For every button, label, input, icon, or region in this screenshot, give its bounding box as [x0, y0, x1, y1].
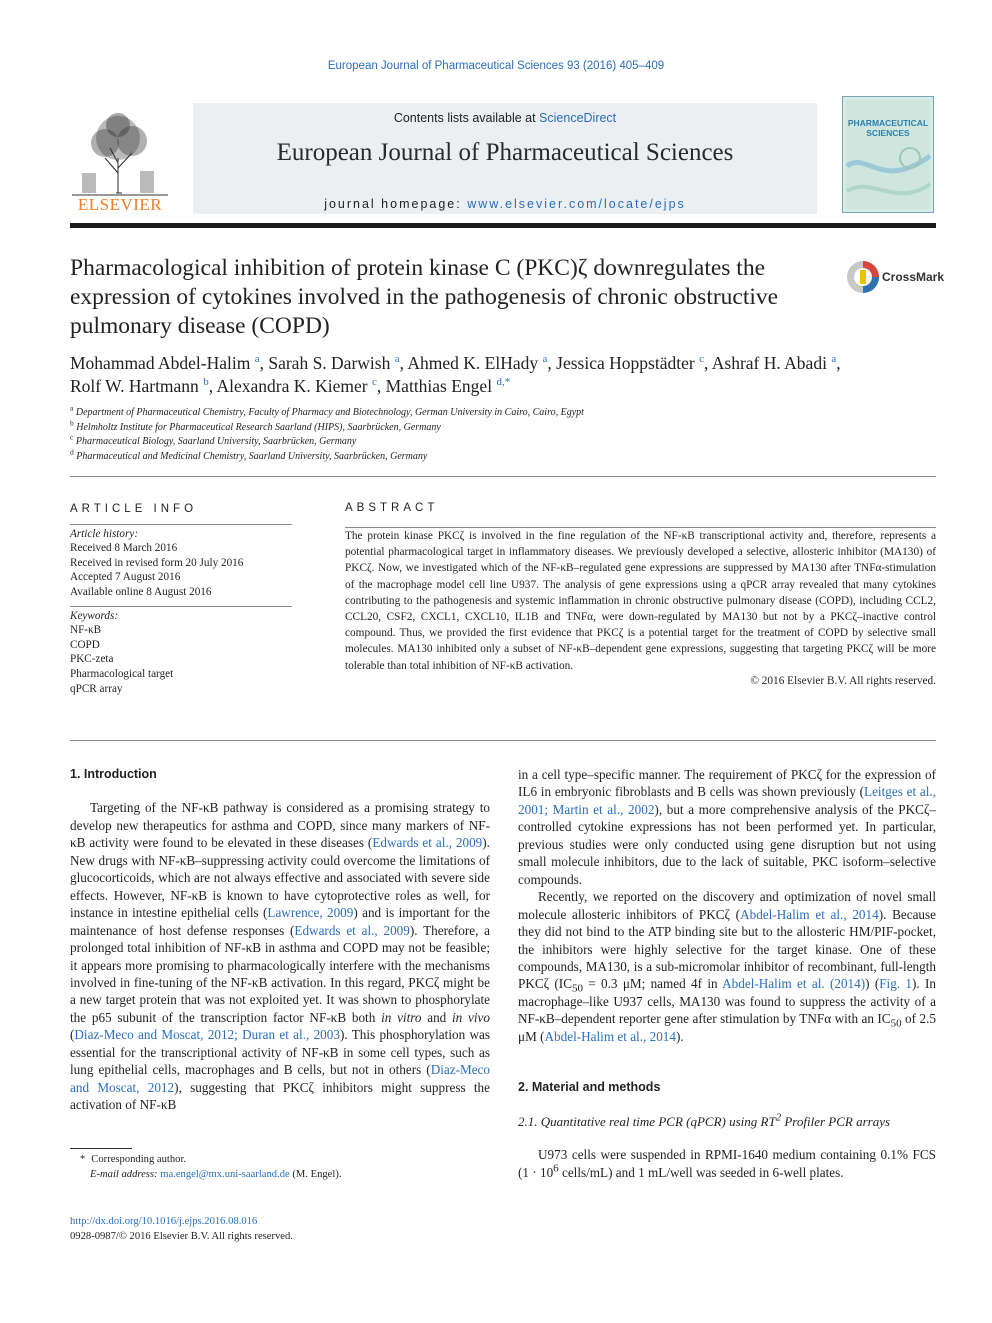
elsevier-logo	[70, 103, 170, 214]
citation-link[interactable]: Abdel-Halim et al. (2014)	[722, 976, 866, 992]
author[interactable]: Ashraf H. Abadi	[711, 353, 827, 373]
history-item: Received in revised form 20 July 2016	[70, 556, 244, 569]
paragraph: Recently, we reported on the discovery and optimization of novel small molecule allosteric inhibitors of PKCζ (Abdel-Halim et al., 2014). Because they did not bind to the ATP binding site but to the allosteric HM/PIF-pocket, the inhibitors were highly selective for the target kinase. One of these compounds, MA130, is a sub-micromolar inhibitor of recombinant, full-length PKCζ ($IC_{50} = 0.3$ μM; named 4f in Abdel-Halim et al. (2014)) (Fig. 1). In macrophage–like U937 cells, MA130 was found to suppress the activity of a NF-κB–dependent reporter gene after stimulation by TNFα with an $IC_{50}$ of 2.5 μM (Abdel-Halim et al., 2014).	[518, 889, 936, 1044]
divider	[345, 527, 936, 528]
article-info-heading: ARTICLE INFO	[70, 503, 198, 515]
footnote-rule	[70, 1148, 132, 1149]
affiliation: $^c$ Pharmaceutical Biology, Saarland University, Saarbrücken, Germany	[70, 432, 357, 447]
history-item: Accepted 7 August 2016	[70, 571, 181, 584]
journal-cover-thumbnail[interactable]	[842, 96, 934, 213]
citation-link[interactable]: Diaz-Meco and Moscat, 2012; Duran et al., 2003	[74, 1027, 340, 1043]
doi-block	[70, 1214, 490, 1244]
author-affil-sup[interactable]: c	[371, 376, 377, 389]
figure-link[interactable]: Fig. 1	[879, 976, 913, 992]
crossmark-icon	[846, 260, 880, 294]
affiliation: $^b$ Helmholtz Institute for Pharmaceutical Research Saarland (HIPS), Saarbrücken, Germany	[70, 418, 441, 433]
corresponding-author-note: * Corresponding author.	[80, 1154, 187, 1165]
author-affil-sup[interactable]: a	[254, 353, 260, 366]
homepage-link[interactable]: www.elsevier.com/locate/ejps	[467, 197, 686, 211]
author-affil-sup[interactable]: a	[831, 353, 837, 366]
abstract-text: The protein kinase PKCζ is involved in the fine regulation of the NF-κB transcriptional activity and, therefore, represents a potential pharmacological target in inflammatory diseases. We previously developed a selective, allosteric inhibitor (MA130) of PKCζ. Now, we investigated which of the NF-κB–regulated gene expressions are suppressed by MA130 after TNFα-stimulation of the macrophage model cell line U937. The analysis of gene expressions using a qPCR array revealed that many cytokines contributing to the pathogenesis and systemic inflammation in chronic obstructive pulmonary disease (COPD), including CCL2, CCL20, CSF2, CXCL1, CXCL10, IL1B and TNFα, were down-regulated by MA130 but not by a PKCζ–inactive control compound. Thus, we provided the first evidence that PKCζ is a potential target for the treatment of COPD by selective small molecules. MA130 inhibited only a subset of NF-κB–dependent gene expressions, suggesting that targeting PKCζ will be more tolerable than total inhibition of NF-κB activation.	[345, 530, 936, 672]
author-affil-sup[interactable]: a	[542, 353, 548, 366]
affiliation: $^d$ Pharmaceutical and Medicinal Chemistry, Saarland University, Saarbrücken, Germany	[70, 447, 428, 462]
section-heading: 1. Introduction	[70, 767, 157, 781]
author[interactable]: Ahmed K. ElHady	[407, 353, 539, 373]
journal-homepage-line	[193, 197, 817, 211]
email-link[interactable]: ma.engel@mx.uni-saarland.de	[160, 1169, 290, 1180]
article-info	[70, 502, 292, 696]
affiliations	[70, 403, 936, 464]
divider	[70, 476, 936, 477]
journal-title: European Journal of Pharmaceutical Sciences	[276, 139, 734, 166]
paragraph: in a cell type–specific manner. The requirement of PKCζ for the expression of IL6 in embryonic fibroblasts and B cells was shown previously (Leitges et al., 2001; Martin et al., 2002), but a more comprehensive analysis of the PKCζ–controlled cytokine expressions has not been performed yet. In particular, previous studies were only conducted using gene disruption but not using small molecule inhibitors, due to the lack of suitable, PKC isoform–selective compounds.	[518, 767, 936, 887]
cover-title-line-1: PHARMACEUTICAL	[847, 118, 929, 128]
sciencedirect-link[interactable]: ScienceDirect	[539, 111, 617, 125]
author-affil-sup[interactable]: a	[394, 353, 400, 366]
affiliation: $^a$ Department of Pharmaceutical Chemistry, Faculty of Pharmacy and Biotechnology, German University in Cairo, Cairo, Egypt	[70, 403, 584, 418]
author[interactable]: Alexandra K. Kiemer	[216, 376, 368, 396]
crossmark-label: CrossMark	[882, 270, 945, 284]
citation-link[interactable]: Leitges et al., 2001; Martin et al., 2002	[518, 784, 936, 817]
keywords-label: Keywords:	[70, 609, 119, 622]
author[interactable]: Rolf W. Hartmann	[70, 376, 199, 396]
citation-link[interactable]: Abdel-Halim et al., 2014	[544, 1028, 676, 1044]
abstract-heading: ABSTRACT	[345, 502, 439, 514]
journal-header-band	[193, 103, 817, 214]
citation-link[interactable]: Lawrence, 2009	[267, 905, 354, 921]
author-affil-sup[interactable]: b	[203, 376, 209, 389]
history-item: Available online 8 August 2016	[70, 585, 212, 598]
history-item: Received 8 March 2016	[70, 542, 178, 555]
cover-image	[842, 96, 934, 213]
publisher-wordmark: ELSEVIER	[77, 195, 163, 214]
keyword: COPD	[70, 638, 100, 651]
author-affil-sup[interactable]: c	[699, 353, 704, 366]
history-label: Article history:	[70, 527, 139, 540]
doi-link[interactable]: http://dx.doi.org/10.1016/j.ejps.2016.08.016	[70, 1216, 258, 1227]
author[interactable]: Mohammad Abdel-Halim	[70, 353, 251, 373]
keyword: NF-κB	[70, 624, 102, 637]
citation-link[interactable]: Diaz-Meco and Moscat, 2012	[70, 1062, 490, 1095]
contents-line	[193, 111, 817, 125]
crossmark-badge[interactable]	[846, 260, 945, 296]
issn-line: 0928-0987/© 2016 Elsevier B.V. All rights reserved.	[70, 1231, 293, 1242]
paragraph: Targeting of the NF-κB pathway is considered as a promising strategy to develop new therapeutics for asthma and COPD, since many markers of NF-κB activity were found to be elevated in these diseases (Edwards et al., 2009). New drugs with NF-κB–suppressing activity could overcome the limitations of glucocorticoids, which are not always effective and associated with severe side effects. However, NF-κB is known to have cytoprotective roles as well, for instance in intestine epithelial cells (Lawrence, 2009) and is important for the maintenance of host defense responses (Edwards et al., 2009). Therefore, a prolonged total inhibition of NF-κB in asthma and COPD may not be feasible; it appears more promising to pharmacologically interfere with the mechanisms involved in fine-tuning of the NF-κB activation. In this regard, PKCζ might be a new target protein that was not exploited yet. It was shown to phosphorylate the p65 subunit of the transcription factor NF-κB both in vitro and in vivo (Diaz-Meco and Moscat, 2012; Duran et al., 2003). This phosphorylation was essential for the transcriptional activity of NF-κB in some cell types, such as lung epithelial cells, macrophages and B cells, but not in others (Diaz-Meco and Moscat, 2012), suggesting that PKCζ inhibitors might suppress the activation of NF-κB	[70, 800, 490, 1113]
author[interactable]: Jessica Hoppstädter	[556, 353, 695, 373]
citation-link[interactable]: Edwards et al., 2009	[294, 922, 410, 938]
header-rule	[70, 223, 936, 228]
author[interactable]: Matthias Engel	[385, 376, 493, 396]
body-column-left	[70, 766, 490, 1114]
paragraph: U973 cells were suspended in RPMI-1640 medium containing 0.1% FCS ($1 \cdot 10^6$ cells/mL) and 1 mL/well was seeded in 6-well plates.	[518, 1147, 936, 1180]
keyword: qPCR array	[70, 682, 123, 695]
keyword: PKC-zeta	[70, 653, 114, 666]
contents-prefix: Contents lists available at	[393, 111, 540, 125]
author[interactable]: Sarah S. Darwish	[268, 353, 391, 373]
body-column-right	[518, 766, 936, 1181]
journal-citation-link[interactable]: European Journal of Pharmaceutical Sciences 93 (2016) 405–409	[327, 60, 665, 72]
subsection-heading: 2.1. Quantitative real time PCR (qPCR) using $RT^2$ Profiler PCR arrays	[518, 1111, 891, 1129]
divider	[70, 740, 936, 741]
keyword: Pharmacological target	[70, 667, 174, 680]
article-title: Pharmacological inhibition of protein kinase C (PKC)ζ downregulates the expression of cytokines involved in the pathogenesis of chronic obstructive pulmonary disease (COPD)	[70, 255, 779, 339]
cover-title-line-2: SCIENCES	[866, 128, 910, 138]
footnote	[70, 1152, 490, 1182]
section-heading: 2. Material and methods	[518, 1080, 661, 1095]
citation-link[interactable]: Edwards et al., 2009	[372, 835, 483, 851]
email-line: E-mail address: ma.engel@mx.uni-saarland.de (M. Engel).	[90, 1169, 342, 1180]
citation-link[interactable]: Abdel-Halim et al., 2014	[740, 906, 879, 922]
homepage-label: journal homepage:	[324, 197, 468, 211]
divider	[70, 524, 292, 525]
author-affil-sup[interactable]: d,*	[496, 376, 511, 389]
divider	[70, 606, 292, 607]
author-list: Mohammad Abdel-Halim $^a$, Sarah S. Darwish $^a$, Ahmed K. ElHady $^a$, Jessica Hoppstädter $^c$, Ashraf H. Abadi $^a$, Rolf W. Hartmann $^b$, Alexandra K. Kiemer $^c$, Matthias Engel $^{d,*}$	[70, 353, 841, 396]
abstract-copyright: © 2016 Elsevier B.V. All rights reserved.	[750, 674, 936, 687]
abstract	[345, 502, 936, 687]
